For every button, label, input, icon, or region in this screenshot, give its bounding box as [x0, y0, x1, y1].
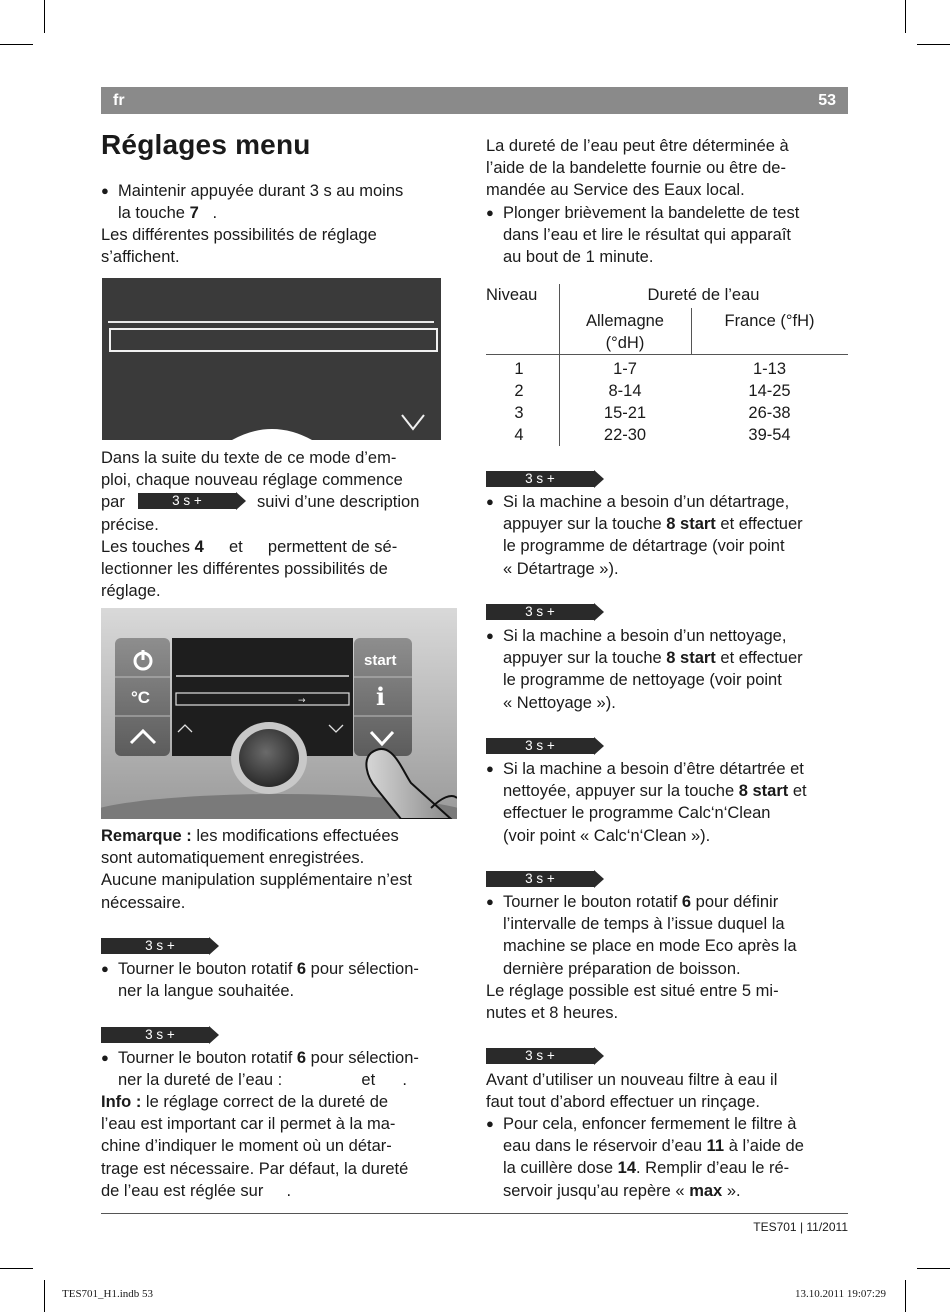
text-line: s’affichent. [101, 248, 180, 267]
text-line: nécessaire. [101, 893, 186, 912]
menu-tag-label: 3 s + [486, 871, 594, 887]
text-line: nutes et 8 heures. [486, 1004, 619, 1023]
footer-divider [101, 1213, 848, 1214]
column-header-hardness: Dureté de l’eau [647, 286, 760, 304]
table-cell: 1 [514, 360, 524, 378]
text-line: faut tout d’abord effectuer un rinçage. [486, 1093, 760, 1112]
text-line: Si la machine a besoin d’un nettoyage, [503, 627, 787, 645]
text-line: et [792, 782, 807, 801]
table-cell: 8-14 [608, 382, 642, 400]
key-ref: max [689, 1181, 723, 1200]
table-divider [486, 354, 848, 355]
table-cell: 1-7 [613, 360, 637, 378]
text-line: permettent de sé- [267, 538, 398, 556]
text-line: dernière préparation de boisson. [503, 959, 741, 978]
text-line: appuyer sur la touche [503, 649, 662, 668]
table-cell: 22-30 [603, 426, 647, 444]
text-line: Pour cela, enfoncer fermement le filtre à [503, 1115, 797, 1133]
text-line: Tourner le bouton rotatif [503, 893, 678, 911]
arrow-right-icon [236, 492, 246, 510]
text-line: le réglage correct de la dureté de [145, 1093, 389, 1111]
text-line: les modifications effectuées [196, 827, 399, 845]
menu-tag-label: 3 s + [486, 1048, 594, 1064]
list-item: ● Maintenir appuyée durant 3 s au moins la touche 7 . [101, 180, 468, 224]
text-line: Aucune manipulation supplémentaire n’est [101, 871, 412, 890]
table-cell: 15-21 [603, 404, 647, 422]
text-line: la cuillère dose [503, 1159, 614, 1178]
text-line: pour sélection- [310, 1049, 419, 1067]
table-cell: 2 [514, 382, 524, 400]
print-slug-left: TES701_H1.indb 53 [62, 1288, 154, 1300]
text-line: Tourner le bouton rotatif [118, 1049, 293, 1067]
arrow-right-icon [594, 470, 604, 488]
crop-mark [905, 0, 906, 33]
menu-tag [486, 1047, 596, 1065]
text-line: à l’aide de [728, 1137, 804, 1156]
crop-mark [917, 44, 950, 45]
table-cell: 26-38 [748, 404, 791, 422]
text-line: précise. [101, 515, 159, 534]
start-button-label: start [364, 652, 397, 669]
table-divider [691, 308, 692, 354]
menu-tag-label: 3 s + [486, 604, 594, 620]
key-ref: 11 [706, 1137, 725, 1156]
text-line: appuyer sur la touche [503, 515, 662, 534]
table-row [486, 424, 848, 446]
text-line: l’aide de la bandelette fournie ou être de- [486, 159, 786, 178]
text-line: servoir jusqu’au repère « [503, 1181, 685, 1200]
menu-tag [138, 492, 248, 510]
menu-tag-label: 3 s + [486, 471, 594, 487]
crop-mark [0, 44, 33, 45]
paragraph [486, 980, 848, 1024]
text-line: . [402, 1071, 407, 1090]
table-cell: 3 [514, 404, 524, 422]
text-line: nettoyée, appuyer sur la touche [503, 782, 735, 801]
text-line: . [286, 1181, 292, 1200]
list-item [101, 958, 478, 1002]
text-line: le programme de détartrage (voir point [503, 537, 785, 556]
column-header-france: France (°fH) [724, 312, 815, 330]
arrow-right-icon [594, 603, 604, 621]
text-line: machine se place en mode Eco après la [503, 937, 797, 956]
page-header [101, 87, 848, 114]
text-line: La dureté de l’eau peut être déterminée à [486, 137, 789, 155]
remark-label: Remarque : [101, 827, 192, 845]
text-line: par [101, 493, 125, 512]
remark [101, 825, 451, 914]
svg-text:→: → [298, 696, 306, 706]
menu-tag [486, 470, 596, 488]
text-line: suivi d’une description [257, 493, 420, 512]
text-line: « Nettoyage »). [503, 693, 616, 712]
text-line: . Remplir d’eau le ré- [636, 1159, 790, 1178]
text-line: et [228, 538, 243, 556]
water-hardness-table [486, 284, 848, 450]
text-line: et effectuer [720, 649, 803, 668]
key-ref: 8 start [666, 515, 716, 534]
text-line: Dans la suite du texte de ce mode d’em- [101, 449, 397, 467]
text-line: pour sélection- [310, 960, 419, 978]
text-line: de l’eau est réglée sur [101, 1181, 264, 1200]
text-line: mandée au Service des Eaux local. [486, 181, 745, 200]
table-cell: 1-13 [752, 360, 787, 378]
control-panel-illustration [101, 608, 457, 819]
paragraph [486, 1069, 848, 1113]
table-row [486, 402, 848, 424]
menu-tag [101, 1026, 211, 1044]
column-header-germany: Allemagne [586, 312, 664, 330]
list-item [486, 758, 865, 847]
info-note [101, 1091, 461, 1202]
arrow-right-icon [209, 937, 219, 955]
language-code: fr [113, 92, 125, 109]
crop-mark [905, 1280, 906, 1312]
key-ref: 6 [296, 1049, 307, 1067]
menu-tag [486, 737, 596, 755]
text-line: Si la machine a besoin d’un détartrage, [503, 493, 790, 511]
crop-mark [0, 1268, 33, 1269]
list-item [486, 891, 865, 980]
crop-mark [44, 1280, 45, 1312]
key-ref: 7 [189, 204, 199, 223]
menu-tag [486, 870, 596, 888]
text-line: « Détartrage »). [503, 559, 619, 578]
text-line: dans l’eau et lire le résultat qui apparaît [503, 226, 792, 245]
crop-mark [44, 0, 45, 33]
key-ref: 14 [617, 1159, 637, 1178]
info-label: Info : [101, 1093, 142, 1111]
footer-model: TES701 | 11/2011 [753, 1220, 848, 1234]
print-slug-right: 13.10.2011 19:07:29 [795, 1288, 886, 1300]
text-line: Maintenir appuyée durant 3 s au moins [118, 182, 404, 200]
text-line: et [361, 1071, 376, 1090]
crop-mark [917, 1268, 950, 1269]
text-line: réglage. [101, 582, 161, 601]
page-title: Réglages menu [101, 129, 311, 160]
control-panel-graphic [101, 608, 457, 819]
text-line: le programme de nettoyage (voir point [503, 671, 782, 690]
text-line: Avant d’utiliser un nouveau filtre à eau il [486, 1071, 778, 1089]
list-item [486, 491, 865, 580]
column-header-level: Niveau [486, 286, 538, 304]
text-line: Si la machine a besoin d’être détartrée et [503, 760, 804, 778]
list-item [486, 202, 865, 269]
text-line: la touche [118, 204, 185, 223]
text-line: ploi, chaque nouveau réglage commence [101, 471, 403, 490]
text-line: ner la dureté de l’eau : [118, 1071, 283, 1090]
text-line: pour définir [695, 893, 779, 911]
text-line: l’eau est important car il permet à la ma- [101, 1115, 396, 1134]
table-row [486, 358, 848, 380]
menu-tag [101, 937, 211, 955]
text-line: ner la langue souhaitée. [118, 982, 295, 1001]
text-line: effectuer le programme Calc‘n‘Clean [503, 804, 771, 823]
text-line: et effectuer [720, 515, 803, 534]
key-ref: 8 start [738, 782, 789, 801]
menu-tag-label: 3 s + [138, 493, 236, 509]
paragraph [486, 135, 848, 202]
column-header-germany-unit: (°dH) [605, 334, 645, 352]
text-line: (voir point « Calc‘n‘Clean »). [503, 826, 711, 845]
table-cell: 4 [514, 426, 524, 444]
page-number: 53 [818, 92, 836, 109]
menu-tag-label: 3 s + [486, 738, 594, 754]
list-item [486, 625, 865, 714]
text-line: ». [726, 1181, 741, 1200]
text-line: Plonger brièvement la bandelette de test [503, 204, 800, 222]
table-cell: 39-54 [748, 426, 791, 444]
key-ref: 4 [194, 538, 204, 556]
text-line: sont automatiquement enregistrées. [101, 849, 365, 868]
text-line: au bout de 1 minute. [503, 248, 654, 267]
temperature-button-label: °C [131, 688, 151, 707]
menu-tag-label: 3 s + [101, 938, 209, 954]
key-ref: 6 [681, 893, 692, 911]
key-ref: 6 [296, 960, 307, 978]
text-line: eau dans le réservoir d’eau [503, 1137, 703, 1156]
text-line: Les différentes possibilités de réglage [101, 226, 377, 244]
text-line: Les touches [101, 538, 190, 556]
text-line: l’intervalle de temps à l’issue duquel la [503, 915, 785, 934]
text-line: Tourner le bouton rotatif [118, 960, 293, 978]
text-line: trage est nécessaire. Par défaut, la dureté [101, 1159, 409, 1178]
text-line: lectionner les différentes possibilités de [101, 560, 388, 579]
arrow-right-icon [209, 1026, 219, 1044]
text-line: chine d’indiquer le moment où un détar- [101, 1137, 392, 1156]
text-line: Le réglage possible est situé entre 5 mi- [486, 982, 779, 1000]
arrow-right-icon [594, 870, 604, 888]
arrow-right-icon [594, 1047, 604, 1065]
table-cell: 14-25 [748, 382, 791, 400]
info-button-label: i [376, 682, 386, 711]
list-item [486, 1113, 865, 1202]
menu-tag-label: 3 s + [101, 1027, 209, 1043]
menu-tag [486, 603, 596, 621]
table-row [486, 380, 848, 402]
list-item [101, 1047, 478, 1091]
display-illustration [102, 278, 441, 440]
arrow-right-icon [594, 737, 604, 755]
display-graphic [102, 278, 441, 440]
paragraph [101, 536, 451, 603]
paragraph [101, 224, 377, 268]
key-ref: 8 start [666, 649, 716, 668]
